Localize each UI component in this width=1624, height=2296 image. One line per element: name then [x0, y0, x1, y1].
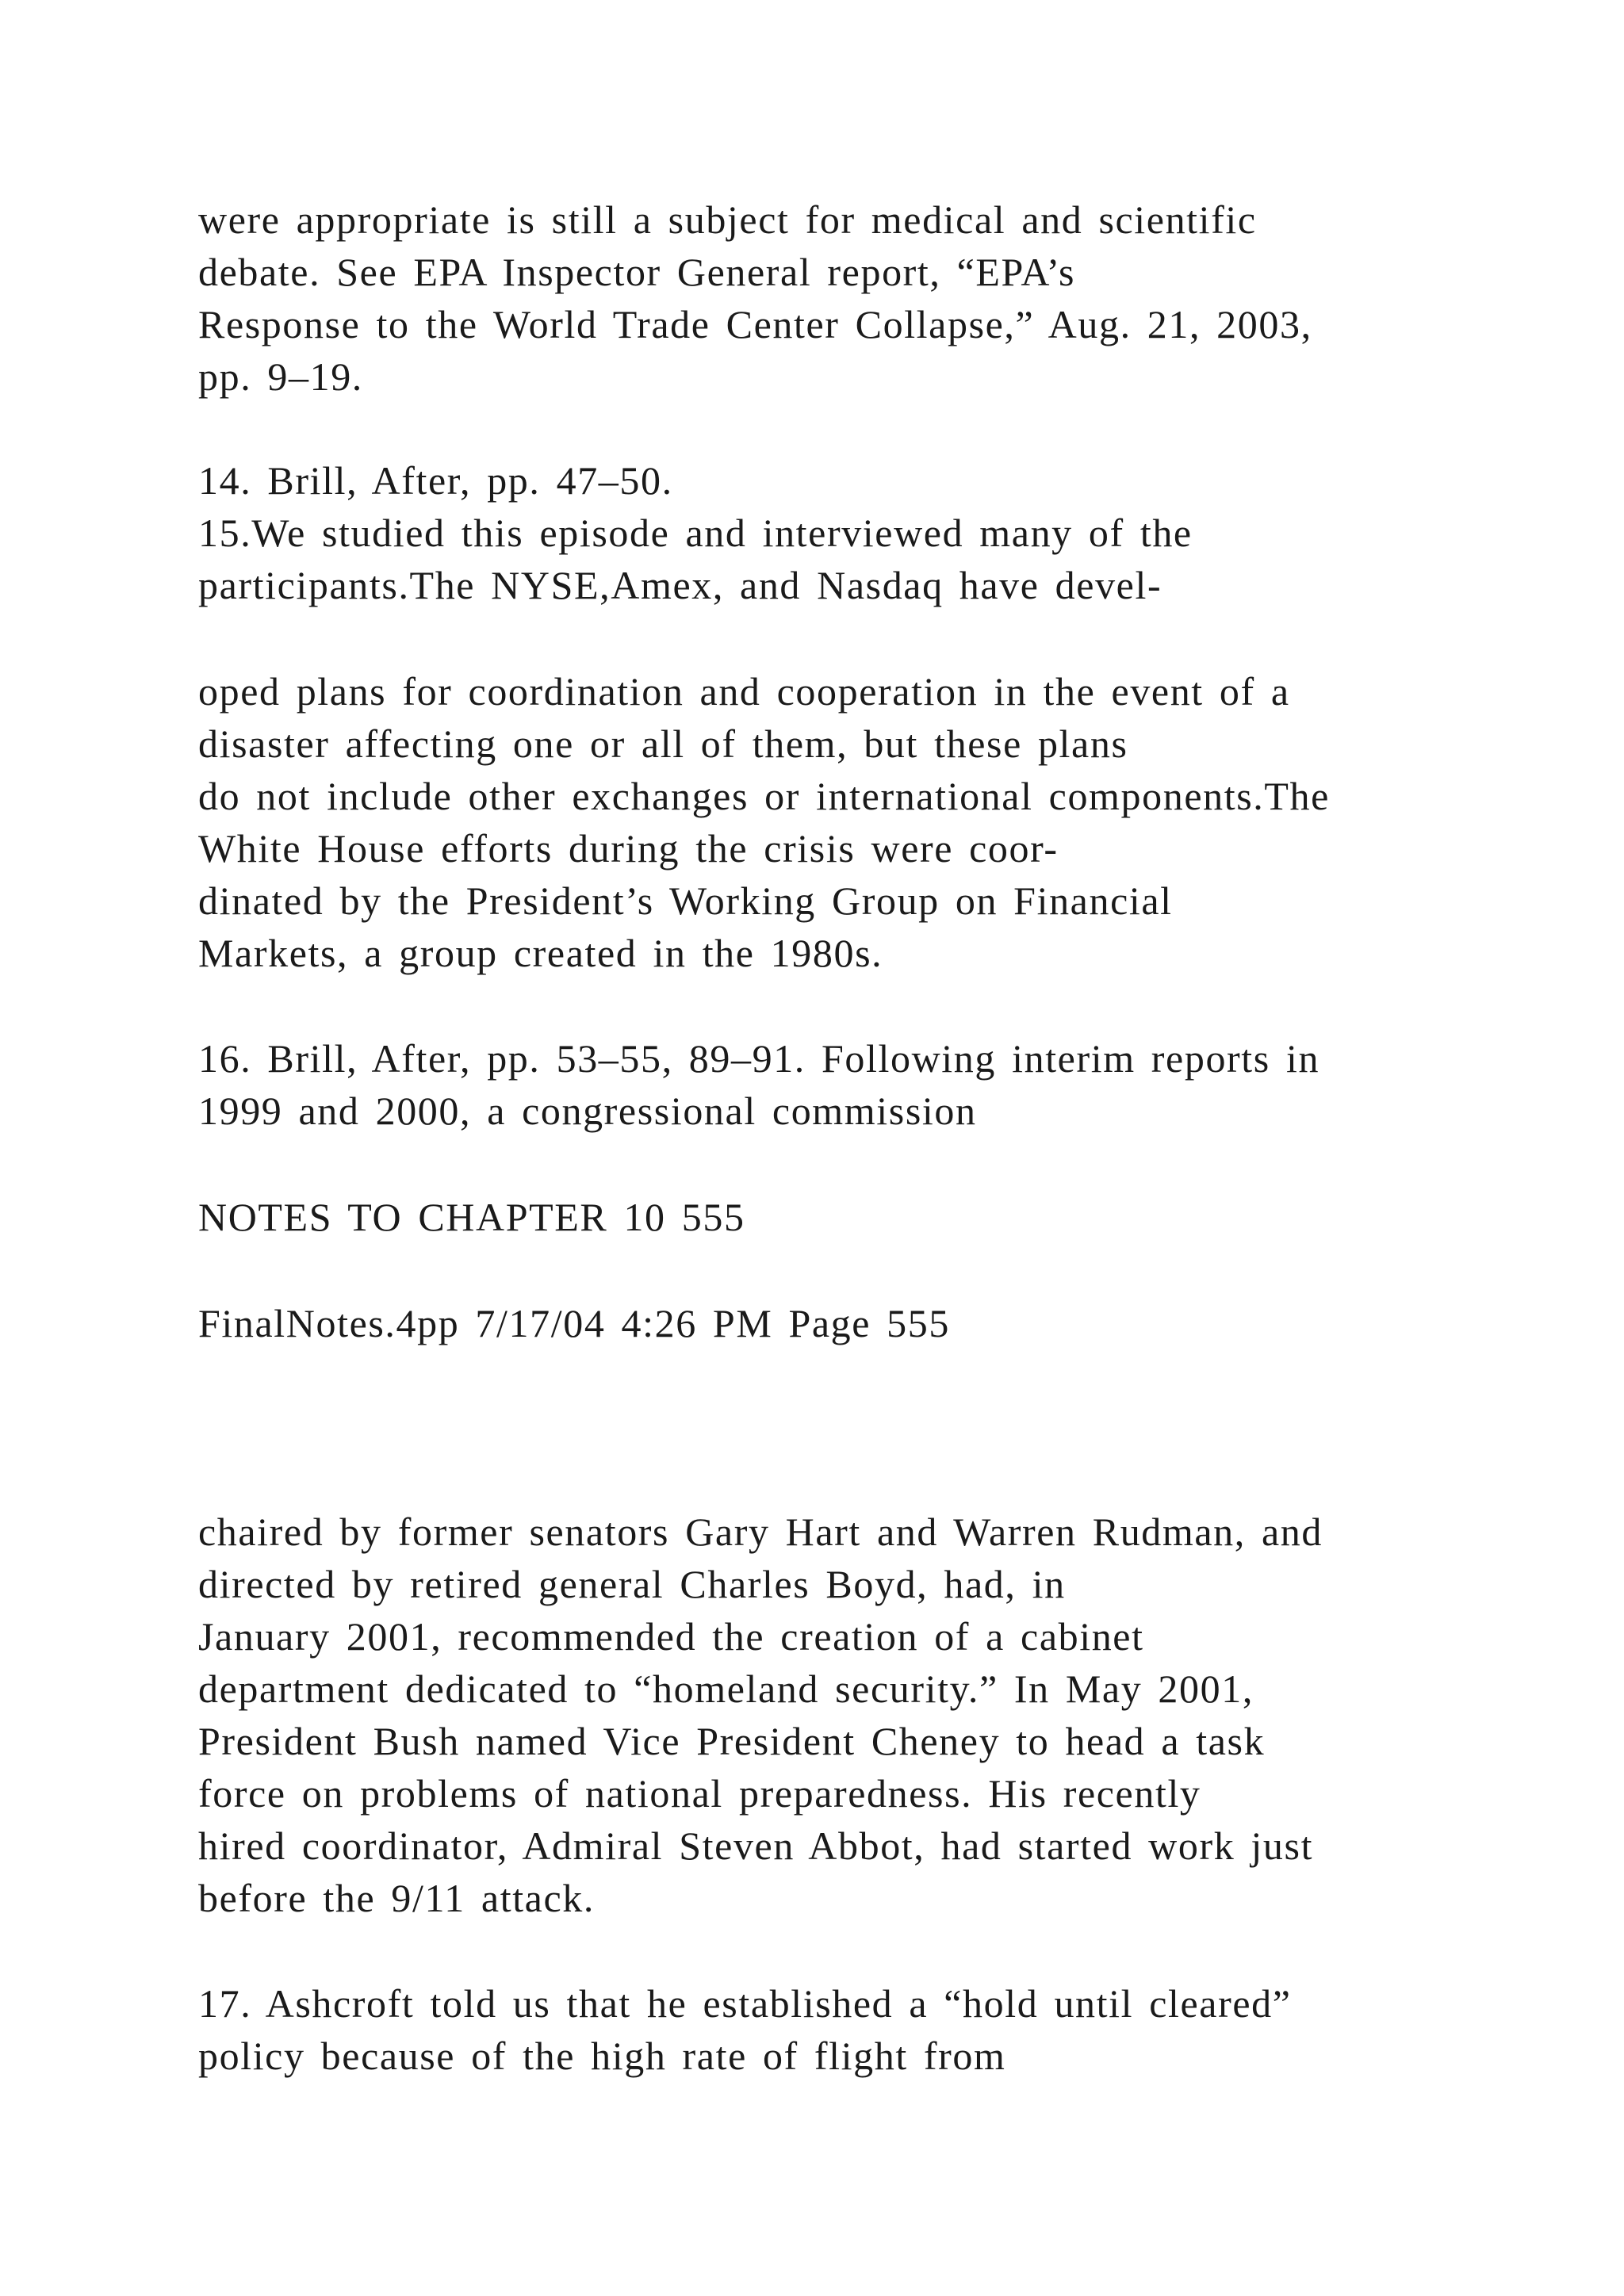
note-15: 15.We studied this episode and interviewed many of the [198, 511, 1193, 555]
note-16: 16. Brill, After, pp. 53–55, 89–91. Following interim reports in [198, 1036, 1320, 1081]
text-line: department dedicated to “homeland security.” In May 2001, [198, 1667, 1254, 1711]
text-line: disaster affecting one or all of them, but these plans [198, 721, 1128, 766]
text-line: hired coordinator, Admiral Steven Abbot, had started work just [198, 1823, 1314, 1868]
print-slug: FinalNotes.4pp 7/17/04 4:26 PM Page 555 [198, 1301, 950, 1345]
text-line: force on problems of national preparedness. His recently [198, 1771, 1201, 1816]
text-line: Markets, a group created in the 1980s. [198, 931, 883, 975]
text-line: January 2001, recommended the creation of a cabinet [198, 1614, 1144, 1659]
text-line: do not include other exchanges or international components.The [198, 774, 1330, 818]
text-line: policy because of the high rate of flight from [198, 2034, 1006, 2078]
text-line: 1999 and 2000, a congressional commission [198, 1089, 977, 1133]
running-footer: NOTES TO CHAPTER 10 555 [198, 1195, 745, 1239]
note-14: 14. Brill, After, pp. 47–50. [198, 458, 673, 503]
text-line: Response to the World Trade Center Collapse,” Aug. 21, 2003, [198, 302, 1312, 346]
text-line: directed by retired general Charles Boyd, had, in [198, 1562, 1066, 1606]
text-line: White House efforts during the crisis were coor- [198, 826, 1059, 871]
note-17: 17. Ashcroft told us that he established a “hold until cleared” [198, 1981, 1292, 2026]
text-line: pp. 9–19. [198, 354, 363, 399]
text-line: before the 9/11 attack. [198, 1876, 595, 1920]
text-line: debate. See EPA Inspector General report, “EPA’s [198, 250, 1076, 294]
text-line: oped plans for coordination and cooperation in the event of a [198, 669, 1290, 714]
text-line: dinated by the President’s Working Group on Financial [198, 878, 1173, 923]
text-line: President Bush named Vice President Cheney to head a task [198, 1719, 1266, 1763]
text-line: were appropriate is still a subject for medical and scientific [198, 197, 1257, 242]
text-line: participants.The NYSE,Amex, and Nasdaq have devel- [198, 563, 1162, 607]
text-line: chaired by former senators Gary Hart and Warren Rudman, and [198, 1510, 1323, 1554]
